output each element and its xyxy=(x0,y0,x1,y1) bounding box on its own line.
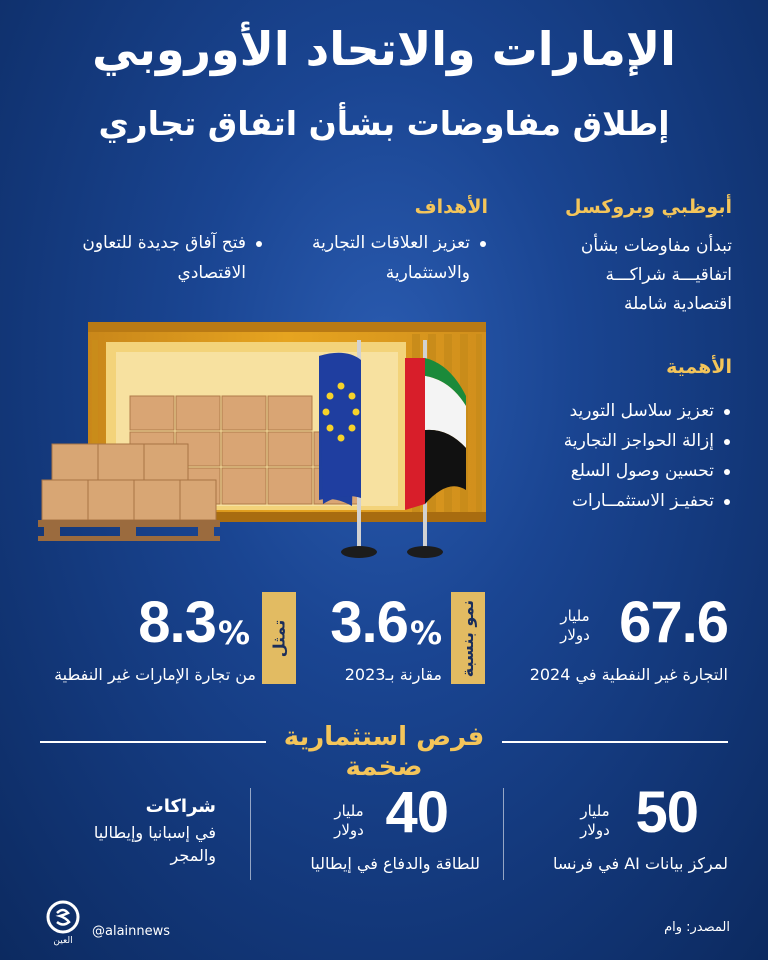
partners-section xyxy=(26,796,216,865)
share-value: 8.3 xyxy=(138,590,216,655)
growth-value: 3.6 xyxy=(330,590,408,655)
partners-line: في إسبانيا وإيطاليا xyxy=(93,823,216,842)
source-text: المصدر: وام xyxy=(664,920,730,935)
importance-item: تعزيز سلاسل التوريد xyxy=(512,396,732,426)
page-title: الإمارات والاتحاد الأوروبي xyxy=(92,22,676,76)
italy-value: 40 xyxy=(385,780,448,845)
partners-line: والمجر xyxy=(170,846,216,865)
france-unit xyxy=(570,802,620,840)
alain-logo-mark xyxy=(46,900,80,934)
france-unit-1: مليار xyxy=(580,802,610,820)
goal-item xyxy=(54,228,264,288)
abudhabi-heading: أبوظبي وبروكسل xyxy=(565,196,732,218)
goal-line: الاقتصادي xyxy=(177,263,246,283)
page-subtitle: إطلاق مفاوضات بشأن اتفاق تجاري xyxy=(98,104,670,143)
importance-item: تحسين وصول السلع xyxy=(512,456,732,486)
trade-value: 67.6 xyxy=(619,590,728,655)
goal-item-text xyxy=(278,228,488,288)
abudhabi-line: اتفاقيـــة شراكـــة xyxy=(605,265,732,285)
italy-caption: للطاقة والدفاع في إيطاليا xyxy=(310,854,480,873)
growth-figure xyxy=(312,590,442,655)
importance-list xyxy=(512,396,732,516)
growth-caption: مقارنة بـ2023 xyxy=(344,665,442,684)
trade-unit-2: دولار xyxy=(560,626,590,644)
share-tag-text: تمثل xyxy=(269,619,289,657)
abudhabi-section xyxy=(512,196,732,319)
trade-unit xyxy=(550,607,600,645)
goal-item xyxy=(278,228,488,288)
italy-unit xyxy=(324,802,374,840)
column-separator xyxy=(503,788,504,880)
abudhabi-line: تبدأن مفاوضات بشأن xyxy=(580,236,732,256)
logo-text: العين xyxy=(53,936,73,946)
italy-unit-1: مليار xyxy=(334,802,364,820)
share-tag xyxy=(262,592,296,684)
column-separator xyxy=(250,788,251,880)
opportunities-heading: فرص استثمارية ضخمة xyxy=(283,722,485,782)
partners-heading: شراكات xyxy=(145,796,216,817)
goal-item-text xyxy=(54,228,264,288)
growth-tag-text: نمو بنسبة xyxy=(458,599,478,677)
goal-line: تعزيز العلاقات التجارية xyxy=(311,233,470,253)
goal-line: والاستثمارية xyxy=(385,263,470,283)
handle-text: @alainnews xyxy=(92,924,171,939)
abudhabi-text xyxy=(512,232,732,319)
divider-line-right xyxy=(502,741,728,743)
share-caption: من تجارة الإمارات غير النفطية xyxy=(54,665,256,684)
growth-percent: % xyxy=(409,614,442,652)
importance-section xyxy=(512,356,732,516)
social-handle xyxy=(92,924,170,939)
alain-logo-icon xyxy=(46,900,80,946)
opportunities-divider xyxy=(40,722,728,782)
container-illustration xyxy=(30,300,510,570)
italy-unit-2: دولار xyxy=(334,821,364,839)
goals-heading: الأهداف xyxy=(414,196,488,218)
divider-line-left xyxy=(40,741,266,743)
france-unit-2: دولار xyxy=(580,821,610,839)
france-caption: لمركز بيانات AI في فرنسا xyxy=(552,854,728,873)
share-figure xyxy=(100,590,250,655)
goals-section xyxy=(288,196,488,218)
growth-tag xyxy=(451,592,485,684)
importance-heading: الأهمية xyxy=(666,356,732,378)
importance-item: إزالة الحواجز التجارية xyxy=(512,426,732,456)
trade-unit-1: مليار xyxy=(560,607,590,625)
trade-caption: التجارة غير النفطية في 2024 xyxy=(529,665,728,684)
goal-line: فتح آفاق جديدة للتعاون xyxy=(82,233,246,253)
france-value: 50 xyxy=(635,780,698,845)
abudhabi-line: اقتصادية شاملة xyxy=(624,294,732,314)
share-percent: % xyxy=(217,614,250,652)
importance-item: تحفيـز الاستثمــارات xyxy=(512,486,732,516)
